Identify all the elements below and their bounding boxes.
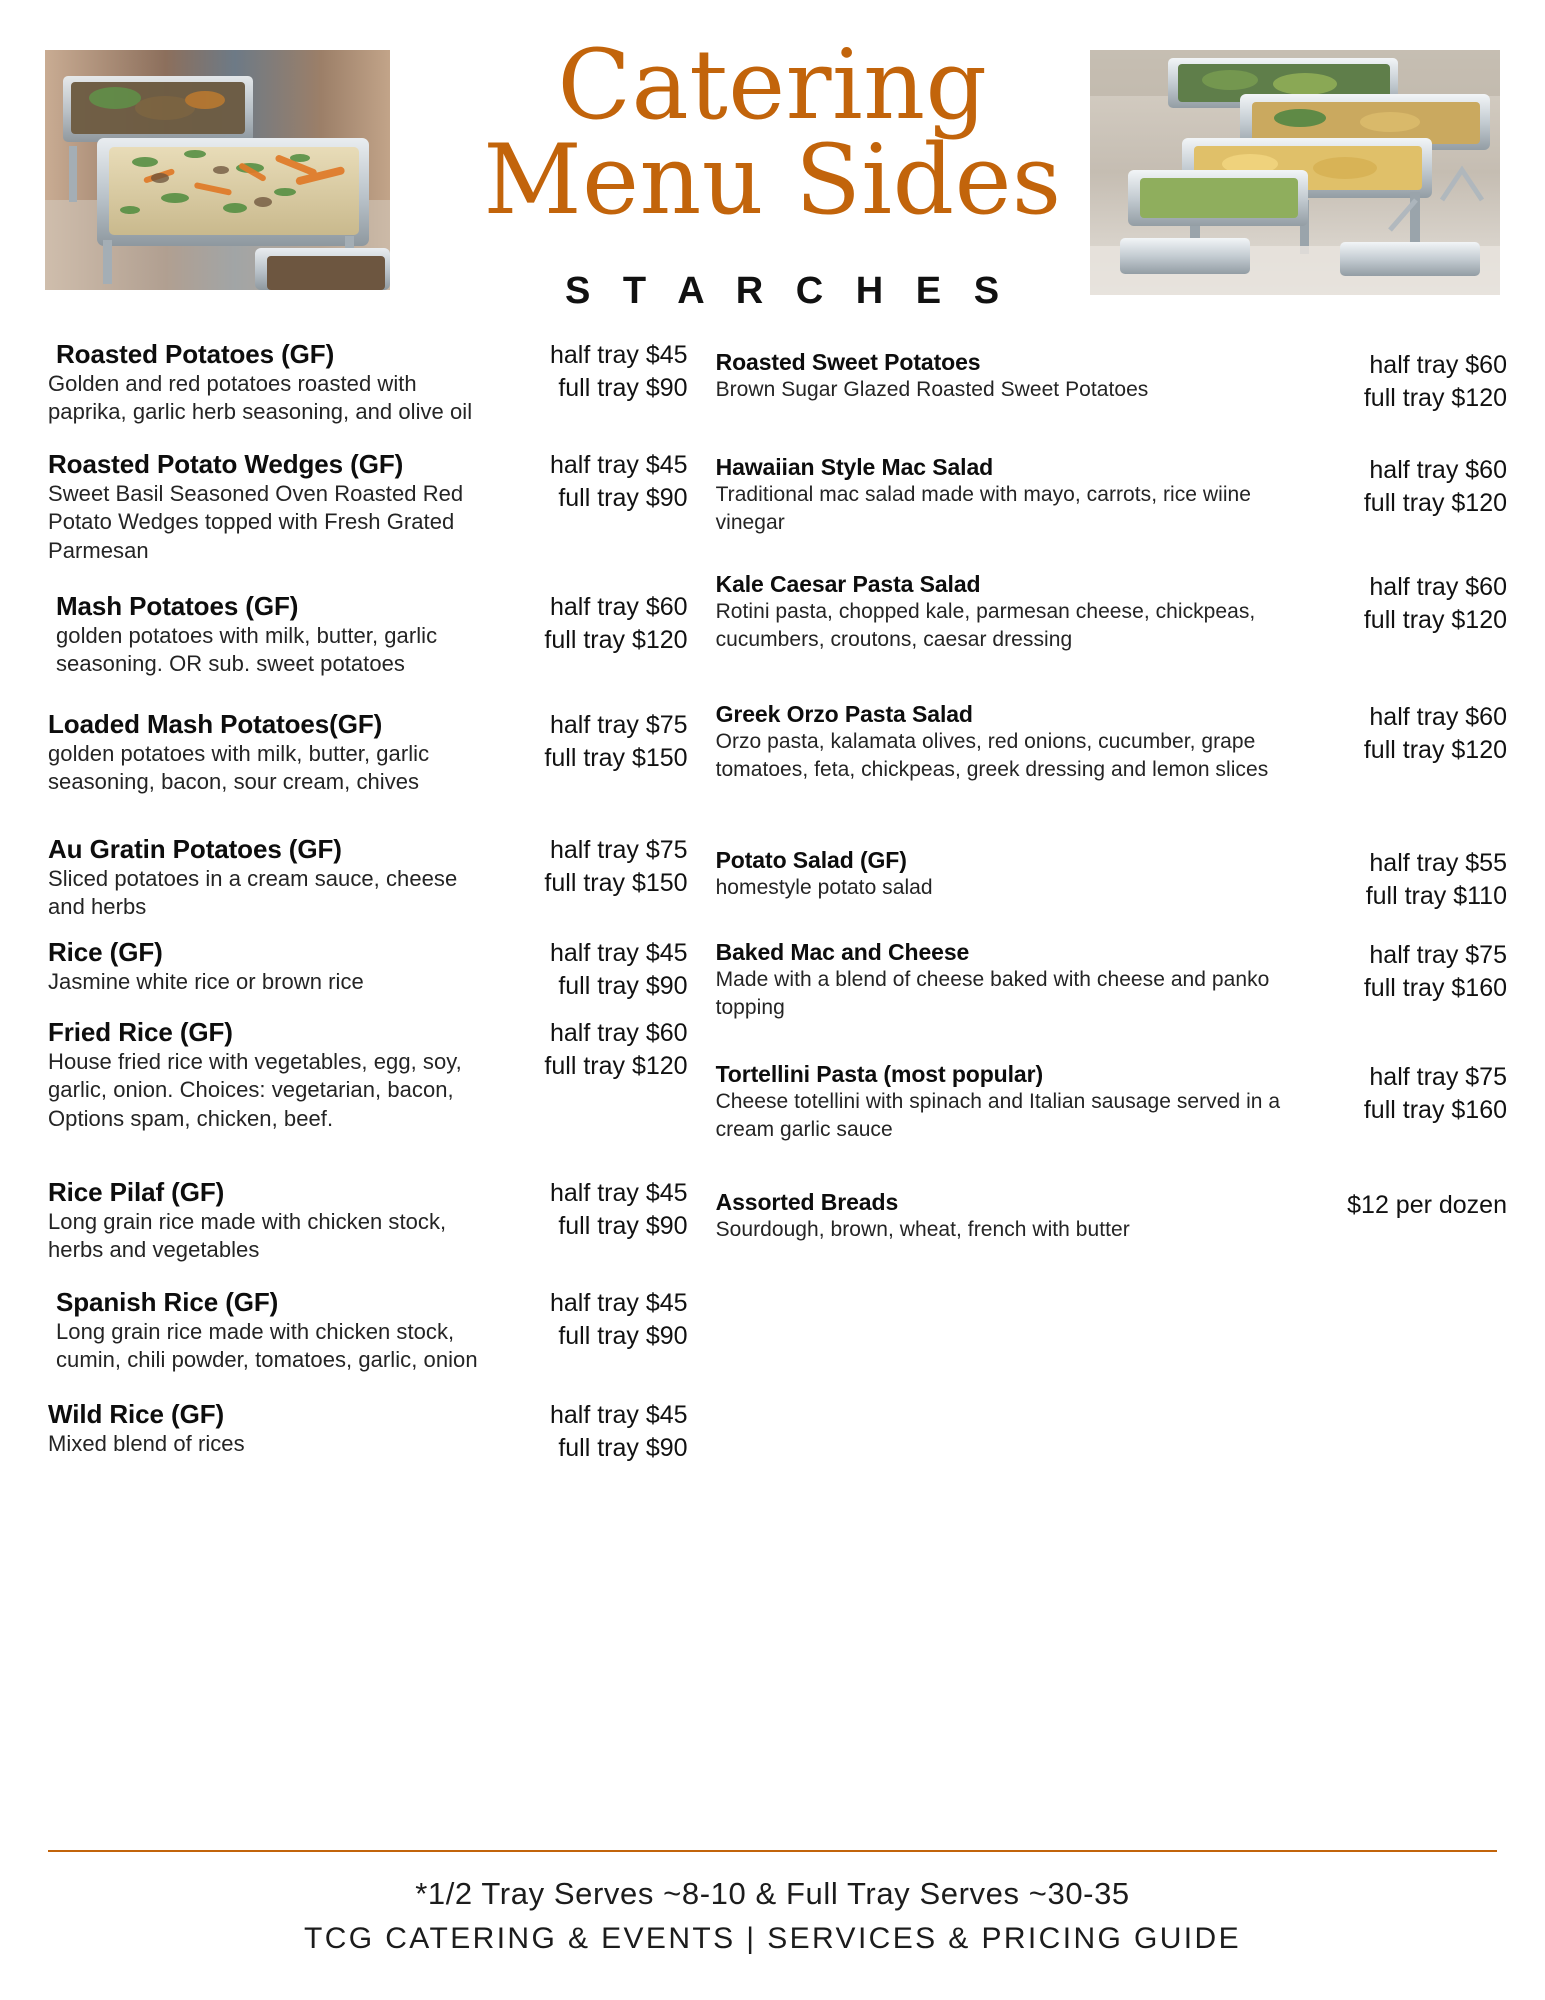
half-tray-price: half tray $45: [549, 939, 688, 967]
menu-item-price: [498, 449, 688, 515]
menu-item: [48, 1177, 688, 1265]
full-tray-price: full tray $150: [544, 744, 688, 772]
full-tray-price: full tray $90: [558, 374, 688, 402]
menu-item-name: Hawaiian Style Mac Salad: [715, 454, 994, 480]
full-tray-price: full tray $90: [558, 1434, 688, 1462]
menu-item-price: [498, 1399, 688, 1465]
half-tray-price: half tray $60: [1369, 456, 1507, 484]
half-tray-price: half tray $45: [549, 1179, 688, 1207]
menu-item: [708, 847, 1507, 913]
menu-item-price: [1307, 1189, 1507, 1222]
menu-item-description: Long grain rice made with chicken stock, cumin, chili powder, tomatoes, garlic, onion: [56, 1318, 478, 1373]
footer-divider: [48, 1850, 1497, 1852]
menu-item: [48, 1017, 688, 1133]
full-tray-price: full tray $120: [544, 1052, 688, 1080]
menu-item: [48, 449, 688, 565]
half-tray-price: half tray $45: [549, 1401, 688, 1429]
half-tray-price: half tray $60: [1369, 573, 1507, 601]
menu-column-left: [48, 339, 688, 1499]
menu-item-price: [1307, 1061, 1507, 1127]
full-tray-price: full tray $110: [1365, 882, 1507, 910]
menu-item-price: [498, 709, 688, 775]
menu-item: [708, 1061, 1507, 1144]
page-header: [0, 0, 1545, 250]
full-tray-price: full tray $90: [558, 1322, 688, 1350]
half-tray-price: half tray $60: [549, 1019, 688, 1047]
half-tray-price: half tray $75: [1369, 1063, 1507, 1091]
full-tray-price: full tray $120: [1363, 606, 1507, 634]
full-tray-price: full tray $120: [1363, 736, 1507, 764]
menu-item: [708, 1189, 1507, 1244]
menu-item-name: Greek Orzo Pasta Salad: [715, 701, 973, 727]
menu-item-price: [1307, 454, 1507, 520]
half-tray-price: half tray $75: [549, 836, 688, 864]
menu-item-price: [1307, 847, 1507, 913]
footer-serving-note: *1/2 Tray Serves ~8-10 & Full Tray Serves ~30-35: [415, 1876, 1130, 1911]
full-tray-price: full tray $120: [544, 626, 688, 654]
menu-item: [48, 709, 688, 797]
full-tray-price: full tray $90: [558, 1212, 688, 1240]
menu-column-right: [708, 339, 1507, 1499]
menu-item-description: Brown Sugar Glazed Roasted Sweet Potatoes: [715, 378, 1149, 402]
menu-item-name: Kale Caesar Pasta Salad: [715, 571, 981, 597]
page-title: [400, 29, 1145, 237]
half-tray-price: half tray $45: [549, 341, 688, 369]
menu-item-name: Rice (GF): [48, 937, 163, 967]
full-tray-price: full tray $160: [1363, 974, 1507, 1002]
menu-item: [48, 834, 688, 922]
menu-item-price: [1307, 349, 1507, 415]
menu-item-name: Baked Mac and Cheese: [715, 939, 970, 965]
header-photo-left: [45, 50, 390, 290]
menu-item-description: homestyle potato salad: [715, 876, 933, 900]
menu-item-description: Sliced potatoes in a cream sauce, cheese and herbs: [48, 865, 458, 920]
menu-item-price: [498, 834, 688, 900]
per-dozen-price: $12 per dozen: [1347, 1191, 1507, 1219]
title-line-menu-sides: Menu Sides: [483, 124, 1062, 237]
menu-item: [708, 454, 1507, 537]
full-tray-price: full tray $160: [1363, 1096, 1507, 1124]
menu-item-name: Assorted Breads: [715, 1189, 899, 1215]
full-tray-price: full tray $120: [1363, 489, 1507, 517]
half-tray-price: half tray $75: [549, 711, 688, 739]
menu-item-name: Fried Rice (GF): [48, 1017, 233, 1047]
section-heading-starches: S T A R C H E S: [564, 270, 1011, 312]
menu-item-price: [1307, 939, 1507, 1005]
menu-item-name: Mash Potatoes (GF): [56, 591, 299, 621]
half-tray-price: half tray $45: [549, 1289, 688, 1317]
header-photo-right: [1090, 50, 1500, 295]
menu-item-description: Sourdough, brown, wheat, french with butter: [715, 1218, 1130, 1242]
menu-item: [708, 349, 1507, 415]
chafing-tray-photo-left-illustration: [45, 50, 390, 290]
menu-item-price: [498, 937, 688, 1003]
menu-item-name: Wild Rice (GF): [48, 1399, 225, 1429]
full-tray-price: full tray $90: [558, 972, 688, 1000]
full-tray-price: full tray $150: [544, 869, 688, 897]
menu-item-price: [498, 339, 688, 405]
menu-item: [48, 339, 688, 427]
menu-item-name: Roasted Potatoes (GF): [56, 339, 335, 369]
full-tray-price: full tray $90: [558, 484, 688, 512]
menu-item: [48, 1399, 688, 1465]
footer-brand-line: TCG CATERING & EVENTS | SERVICES & PRICING GUIDE: [303, 1922, 1242, 1955]
menu-item-name: Loaded Mash Potatoes(GF): [48, 709, 383, 739]
menu-item: [708, 939, 1507, 1022]
menu-item-name: Tortellini Pasta (most popular): [715, 1061, 1044, 1087]
half-tray-price: half tray $60: [1369, 351, 1507, 379]
menu-item-description: golden potatoes with milk, butter, garlic seasoning. OR sub. sweet potatoes: [56, 622, 438, 677]
menu-item-name: Spanish Rice (GF): [56, 1287, 279, 1317]
menu-body: [0, 339, 1545, 1499]
menu-item-name: Roasted Potato Wedges (GF): [48, 449, 404, 479]
title-line-catering: Catering: [557, 29, 988, 141]
menu-item-description: Long grain rice made with chicken stock, herbs and vegetables: [48, 1208, 447, 1263]
menu-item: [48, 937, 688, 1003]
menu-item-description: Sweet Basil Seasoned Oven Roasted Red Potato Wedges topped with Fresh Grated Parmesan: [48, 480, 464, 563]
menu-item-name: Au Gratin Potatoes (GF): [48, 834, 342, 864]
menu-item: [48, 591, 688, 679]
menu-item-description: House fried rice with vegetables, egg, soy, garlic, onion. Choices: vegetarian, bacon, Options spam, chicken, beef.: [48, 1048, 462, 1131]
page-footer: [0, 1850, 1545, 2000]
menu-item-description: Traditional mac salad made with mayo, carrots, rice wiine vinegar: [715, 483, 1251, 535]
menu-item-name: Roasted Sweet Potatoes: [715, 349, 981, 375]
half-tray-price: half tray $60: [549, 593, 688, 621]
half-tray-price: half tray $55: [1369, 849, 1507, 877]
menu-item: [708, 701, 1507, 784]
menu-item-price: [498, 1177, 688, 1243]
menu-item-description: Orzo pasta, kalamata olives, red onions, cucumber, grape tomatoes, feta, chickpeas, greek dressing and lemon slices: [715, 730, 1269, 782]
menu-item: [708, 571, 1507, 654]
half-tray-price: half tray $75: [1369, 941, 1507, 969]
menu-item-name: Potato Salad (GF): [715, 847, 907, 873]
buffet-line-photo-right-illustration: [1090, 50, 1500, 295]
menu-item-name: Rice Pilaf (GF): [48, 1177, 225, 1207]
menu-item-price: [498, 1287, 688, 1353]
menu-item-description: Rotini pasta, chopped kale, parmesan cheese, chickpeas, cucumbers, croutons, caesar dressing: [715, 600, 1256, 652]
menu-item-description: Mixed blend of rices: [48, 1430, 245, 1456]
menu-item-price: [498, 1017, 688, 1083]
menu-item-price: [1307, 701, 1507, 767]
menu-item-description: Made with a blend of cheese baked with cheese and panko topping: [715, 968, 1270, 1020]
menu-item: [48, 1287, 688, 1375]
menu-item-price: [1307, 571, 1507, 637]
menu-item-description: Jasmine white rice or brown rice: [48, 968, 364, 994]
menu-item-description: golden potatoes with milk, butter, garlic seasoning, bacon, sour cream, chives: [48, 740, 430, 795]
menu-item-price: [498, 591, 688, 657]
menu-item-description: Cheese totellini with spinach and Italian sausage served in a cream garlic sauce: [715, 1090, 1281, 1142]
half-tray-price: half tray $60: [1369, 703, 1507, 731]
menu-item-description: Golden and red potatoes roasted with paprika, garlic herb seasoning, and olive oil: [48, 370, 473, 425]
half-tray-price: half tray $45: [549, 451, 688, 479]
full-tray-price: full tray $120: [1363, 384, 1507, 412]
